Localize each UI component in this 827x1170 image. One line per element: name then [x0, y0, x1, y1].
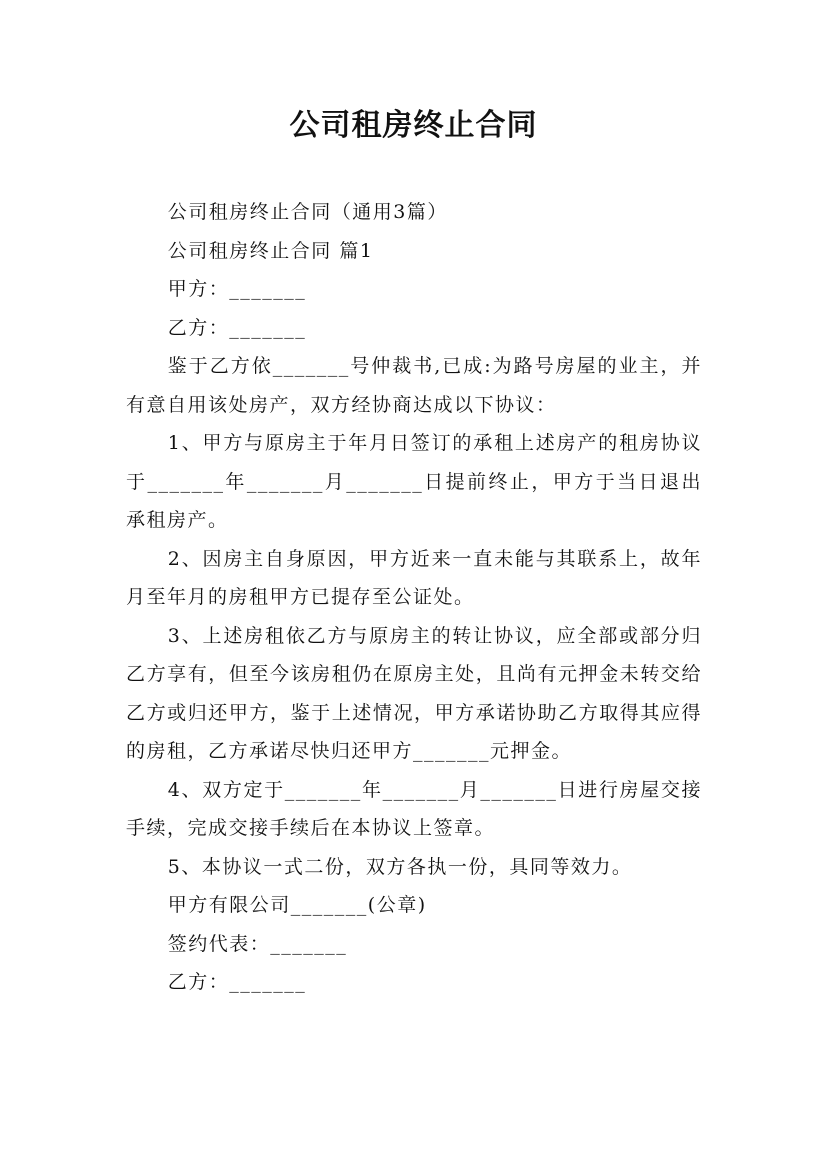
paragraph-clause-4: 4、双方定于_______年_______月_______日进行房屋交接手续，完成交接手续后在本协议上签章。: [126, 778, 702, 839]
paragraph-party-b-sign: 乙方：_______: [167, 971, 307, 993]
document-body: [126, 193, 702, 1002]
paragraph-party-b: 乙方：_______: [167, 316, 307, 339]
paragraph-clause-1: 1、甲方与原房主于年月日签订的承租上述房产的租房协议于_______年_______月_______日提前终止，甲方于当日退出承租房产。: [126, 432, 702, 531]
paragraph-party-a: 甲方：_______: [167, 278, 307, 300]
paragraph-preamble: 鉴于乙方依_______号仲裁书,已成:为路号房屋的业主，并有意自用该处房产，双方经协商达成以下协议：: [126, 355, 702, 416]
paragraph-clause-5: 5、本协议一式二份，双方各执一份，具同等效力。: [167, 855, 633, 878]
paragraph-company-seal: 甲方有限公司_______(公章): [167, 894, 427, 916]
document-title: 公司租房终止合同: [289, 108, 538, 143]
paragraph-clause-3: 3、上述房租依乙方与原房主的转让协议，应全部或部分归乙方享有，但至今该房租仍在原房主处，且尚有元押金未转交给乙方或归还甲方，鉴于上述情况，甲方承诺协助乙方取得其应得的房租，乙方承诺尽快归还甲方_______元押金。: [126, 624, 702, 762]
paragraph-section-heading: 公司租房终止合同 篇1: [167, 239, 374, 262]
paragraph-signatory: 签约代表：_______: [167, 932, 348, 955]
paragraph-subtitle: 公司租房终止合同（通用3篇）: [167, 201, 448, 223]
paragraph-clause-2: 2、因房主自身原因，甲方近来一直未能与其联系上，故年月至年月的房租甲方已提存至公证处。: [126, 547, 702, 608]
